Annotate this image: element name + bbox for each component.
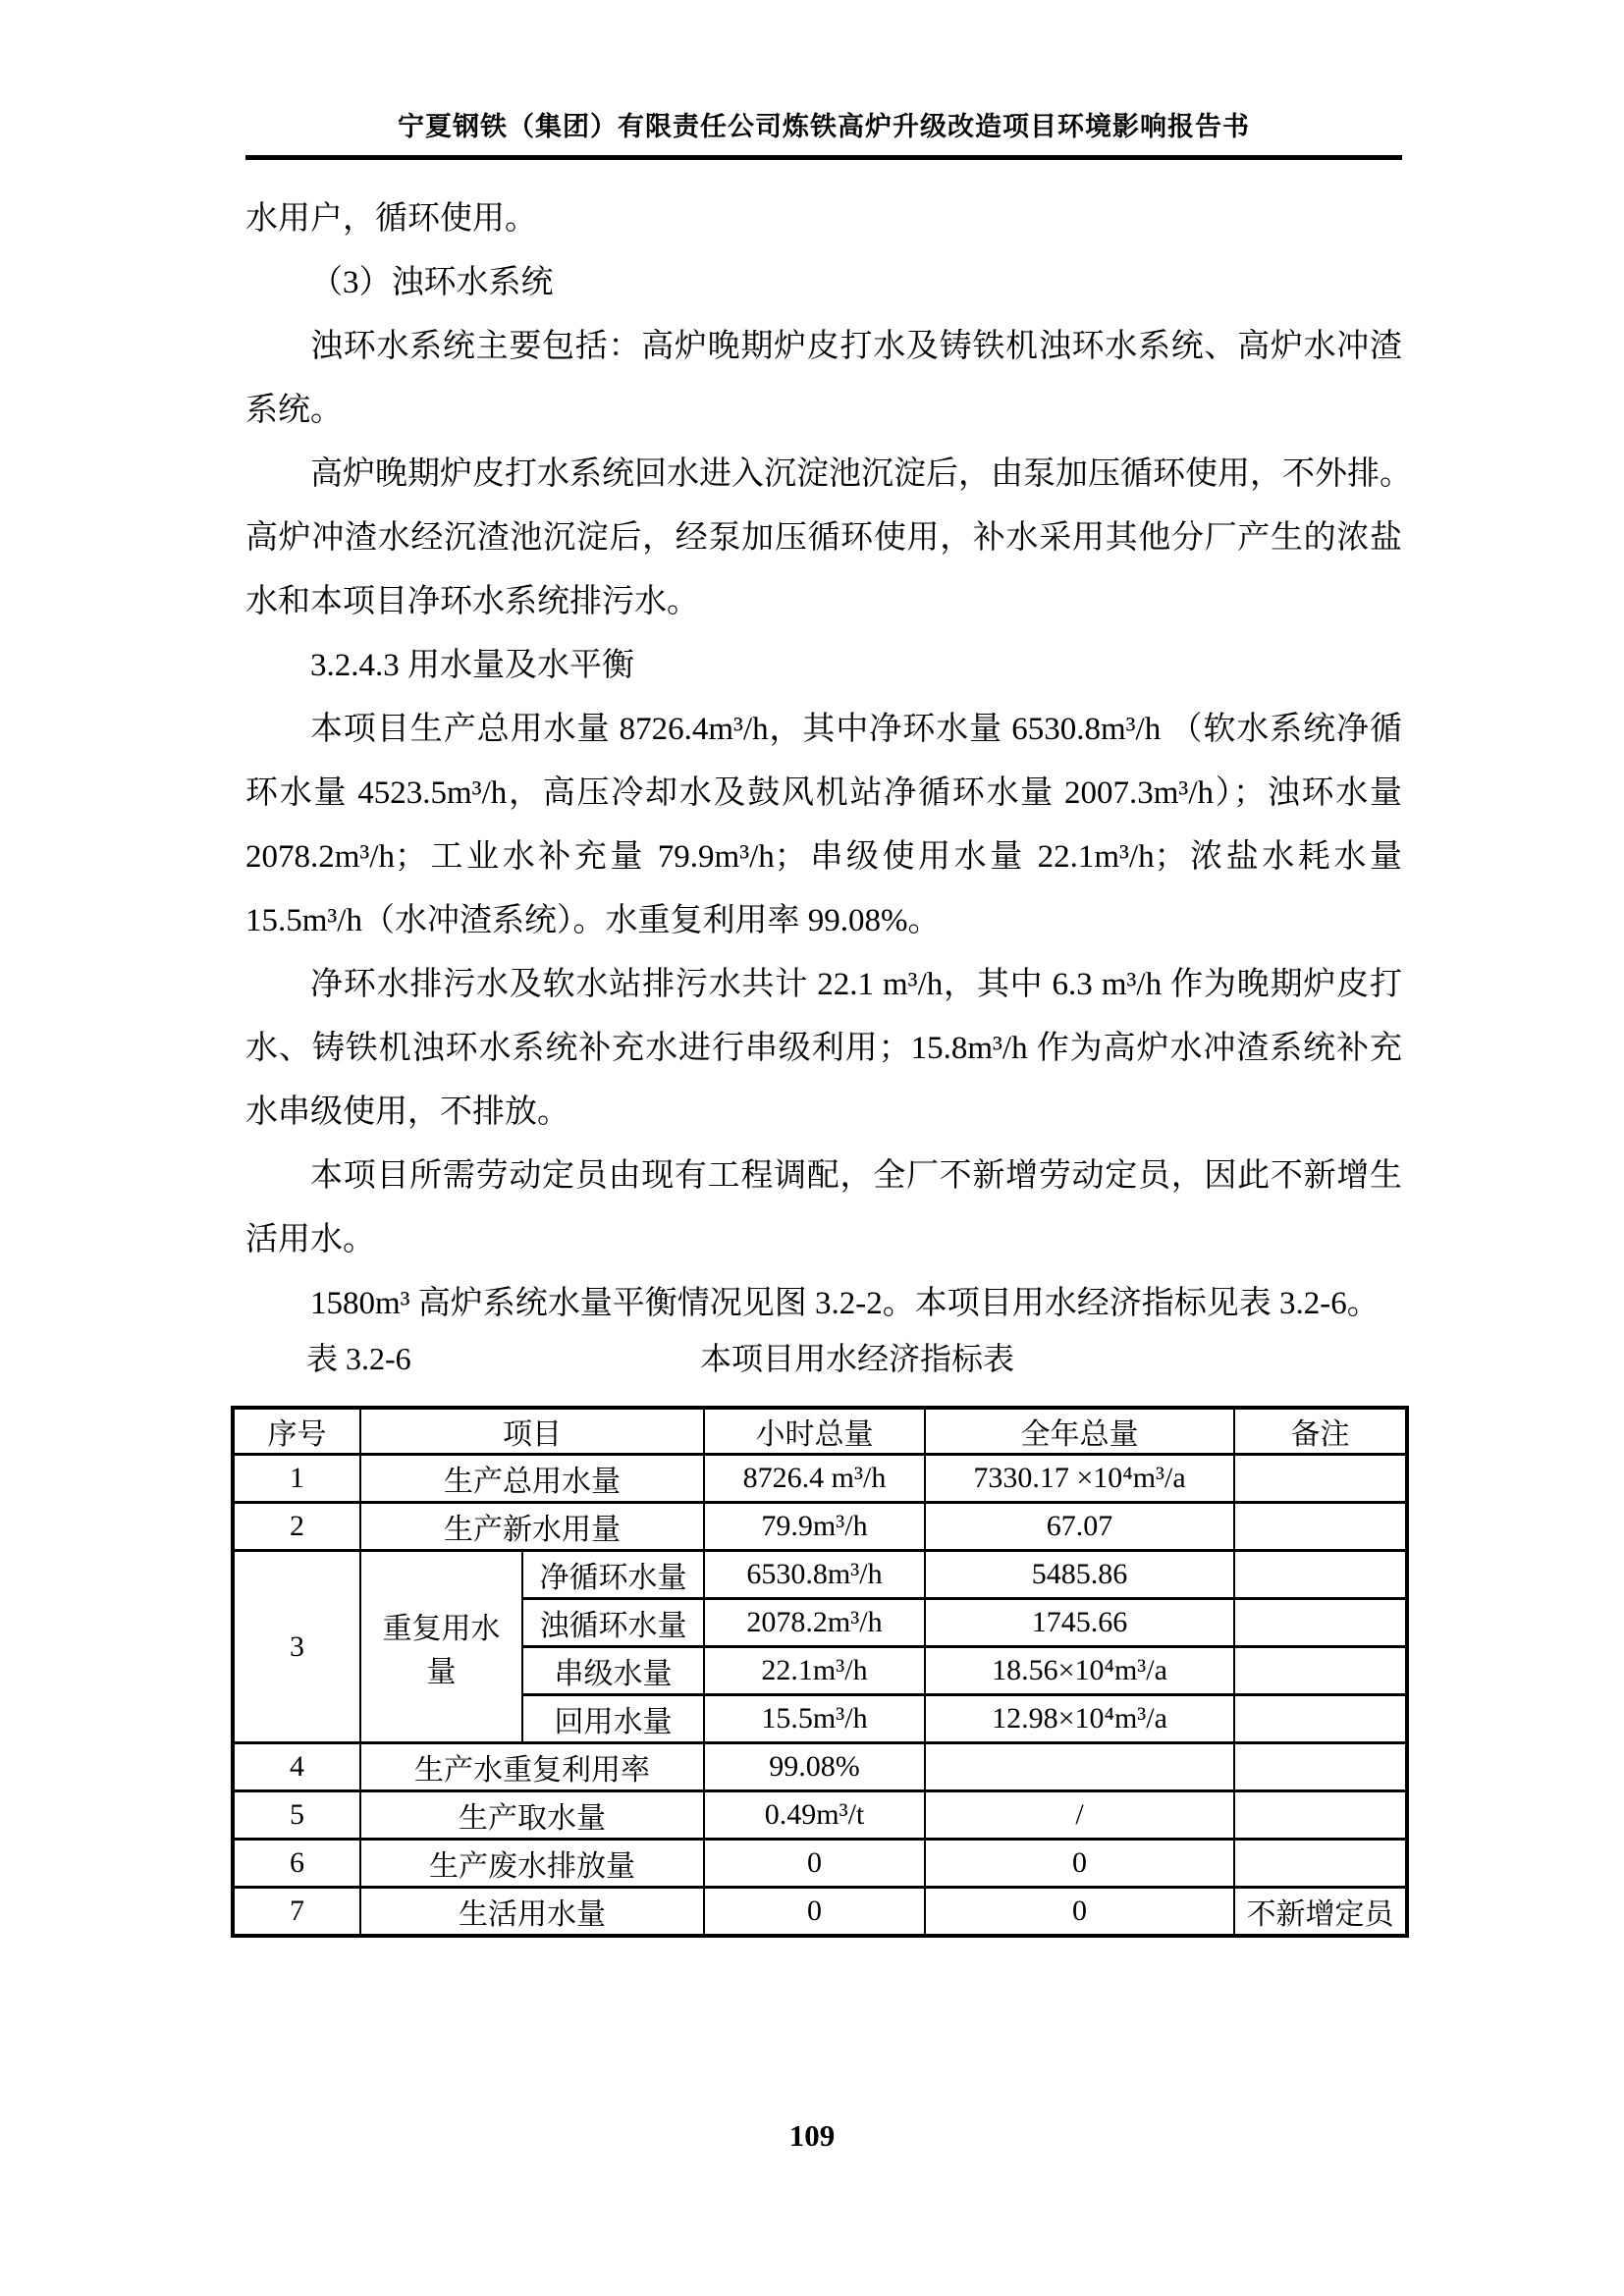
annual-total-cell: 18.56×10⁴m³/a xyxy=(925,1647,1234,1695)
body-line: 浊环水系统主要包括：高炉晚期炉皮打水及铸铁机浊环水系统、高炉水冲渣 xyxy=(310,329,1402,364)
body-line: 2078.2m³/h；工业水补充量 79.9m³/h；串级使用水量 22.1m³/h；浓盐水耗水量 xyxy=(245,839,1402,875)
water-economic-indicators-table xyxy=(231,1406,1409,1938)
sub-item-cell: 回用水量 xyxy=(522,1695,704,1743)
body-line: 水和本项目净环水系统排污水。 xyxy=(245,584,699,619)
row-number-cell: 1 xyxy=(233,1455,360,1503)
hourly-total-cell: 79.9m³/h xyxy=(704,1503,925,1551)
document-header-title: 宁夏钢铁（集团）有限责任公司炼铁高炉升级改造项目环境影响报告书 xyxy=(398,112,1250,141)
annual-total-cell: 5485.86 xyxy=(925,1551,1234,1599)
body-line: 系统。 xyxy=(245,393,343,428)
header-cell-item: 项目 xyxy=(360,1408,704,1455)
annual-total-cell: 0 xyxy=(925,1888,1234,1936)
annual-total-cell: 7330.17 ×10⁴m³/a xyxy=(925,1455,1234,1503)
annual-total-cell: 67.07 xyxy=(925,1503,1234,1551)
item-cell: 生产新水用量 xyxy=(360,1503,704,1551)
hourly-total-cell: 0 xyxy=(704,1840,925,1888)
table-row xyxy=(233,1840,1407,1888)
sub-item-cell: 串级水量 xyxy=(522,1647,704,1695)
hourly-total-cell: 2078.2m³/h xyxy=(704,1599,925,1647)
body-line: （3）浊环水系统 xyxy=(310,265,554,300)
table-row xyxy=(233,1455,1407,1503)
hourly-total-cell: 22.1m³/h xyxy=(704,1647,925,1695)
row-number-cell: 7 xyxy=(233,1888,360,1936)
body-line: 活用水。 xyxy=(245,1222,375,1257)
table-row xyxy=(233,1888,1407,1936)
annual-total-cell: 0 xyxy=(925,1840,1234,1888)
hourly-total-cell: 0 xyxy=(704,1888,925,1936)
table-caption xyxy=(245,1333,1402,1384)
table-row xyxy=(233,1503,1407,1551)
item-cell: 生活用水量 xyxy=(360,1888,704,1936)
table-row xyxy=(233,1743,1407,1791)
body-line: 高炉冲渣水经沉渣池沉淀后，经泵加压循环使用，补水采用其他分厂产生的浓盐 xyxy=(245,520,1402,556)
body-line: 高炉晚期炉皮打水系统回水进入沉淀池沉淀后，由泵加压循环使用，不外排。 xyxy=(310,456,1412,492)
item-cell: 生产水重复利用率 xyxy=(360,1743,704,1791)
document-body xyxy=(245,187,1412,1336)
section-heading: 3.2.4.3 用水量及水平衡 xyxy=(310,648,634,683)
row-number-cell: 2 xyxy=(233,1503,360,1551)
item-group-cell: 重复用水量 xyxy=(360,1551,522,1743)
sub-item-cell: 浊循环水量 xyxy=(522,1599,704,1647)
table-caption-label: 表 3.2-6 xyxy=(306,1341,411,1376)
hourly-total-cell: 8726.4 m³/h xyxy=(704,1455,925,1503)
header-cell-hourly: 小时总量 xyxy=(704,1408,925,1455)
annual-total-cell: / xyxy=(925,1791,1234,1840)
table-row xyxy=(233,1791,1407,1840)
body-line: 1580m³ 高炉系统水量平衡情况见图 3.2-2。本项目用水经济指标见表 3.2-6。 xyxy=(310,1286,1380,1321)
body-line: 净环水排污水及软水站排污水共计 22.1 m³/h，其中 6.3 m³/h 作为晚期炉皮打 xyxy=(310,967,1402,1002)
hourly-total-cell: 0.49m³/t xyxy=(704,1791,925,1840)
annual-total-cell xyxy=(925,1743,1234,1791)
note-cell xyxy=(1234,1840,1407,1888)
note-cell: 不新增定员 xyxy=(1234,1888,1407,1936)
body-line: 环水量 4523.5m³/h，高压冷却水及鼓风机站净循环水量 2007.3m³/h）；浊环水量 xyxy=(245,775,1402,811)
hourly-total-cell: 6530.8m³/h xyxy=(704,1551,925,1599)
body-line: 水、铸铁机浊环水系统补充水进行串级利用；15.8m³/h 作为高炉水冲渣系统补充 xyxy=(245,1031,1402,1066)
document-header xyxy=(245,110,1402,160)
body-line: 15.5m³/h（水冲渣系统）。水重复利用率 99.08%。 xyxy=(245,903,941,938)
page-number: 109 xyxy=(788,2118,836,2153)
body-line: 水用户，循环使用。 xyxy=(245,201,537,237)
sub-item-cell: 净循环水量 xyxy=(522,1551,704,1599)
row-number-cell: 5 xyxy=(233,1791,360,1840)
note-cell xyxy=(1234,1743,1407,1791)
row-number-cell: 3 xyxy=(233,1551,360,1743)
note-cell xyxy=(1234,1599,1407,1647)
body-line: 本项目所需劳动定员由现有工程调配，全厂不新增劳动定员，因此不新增生 xyxy=(310,1158,1402,1194)
note-cell xyxy=(1234,1695,1407,1743)
note-cell xyxy=(1234,1455,1407,1503)
body-line: 本项目生产总用水量 8726.4m³/h，其中净环水量 6530.8m³/h （软水系统净循 xyxy=(310,712,1402,747)
table-caption-title: 本项目用水经济指标表 xyxy=(699,1341,1014,1376)
table-header-row xyxy=(233,1408,1407,1455)
body-line: 水串级使用，不排放。 xyxy=(245,1095,569,1130)
header-cell-no: 序号 xyxy=(233,1408,360,1455)
note-cell xyxy=(1234,1503,1407,1551)
header-cell-annual: 全年总量 xyxy=(925,1408,1234,1455)
hourly-total-cell: 15.5m³/h xyxy=(704,1695,925,1743)
item-cell: 生产总用水量 xyxy=(360,1455,704,1503)
row-number-cell: 4 xyxy=(233,1743,360,1791)
item-cell: 生产废水排放量 xyxy=(360,1840,704,1888)
row-number-cell: 6 xyxy=(233,1840,360,1888)
annual-total-cell: 1745.66 xyxy=(925,1599,1234,1647)
hourly-total-cell: 99.08% xyxy=(704,1743,925,1791)
header-rule xyxy=(245,155,1402,160)
item-cell: 生产取水量 xyxy=(360,1791,704,1840)
table-row xyxy=(233,1551,1407,1599)
note-cell xyxy=(1234,1647,1407,1695)
note-cell xyxy=(1234,1551,1407,1599)
header-cell-note: 备注 xyxy=(1234,1408,1407,1455)
annual-total-cell: 12.98×10⁴m³/a xyxy=(925,1695,1234,1743)
note-cell xyxy=(1234,1791,1407,1840)
